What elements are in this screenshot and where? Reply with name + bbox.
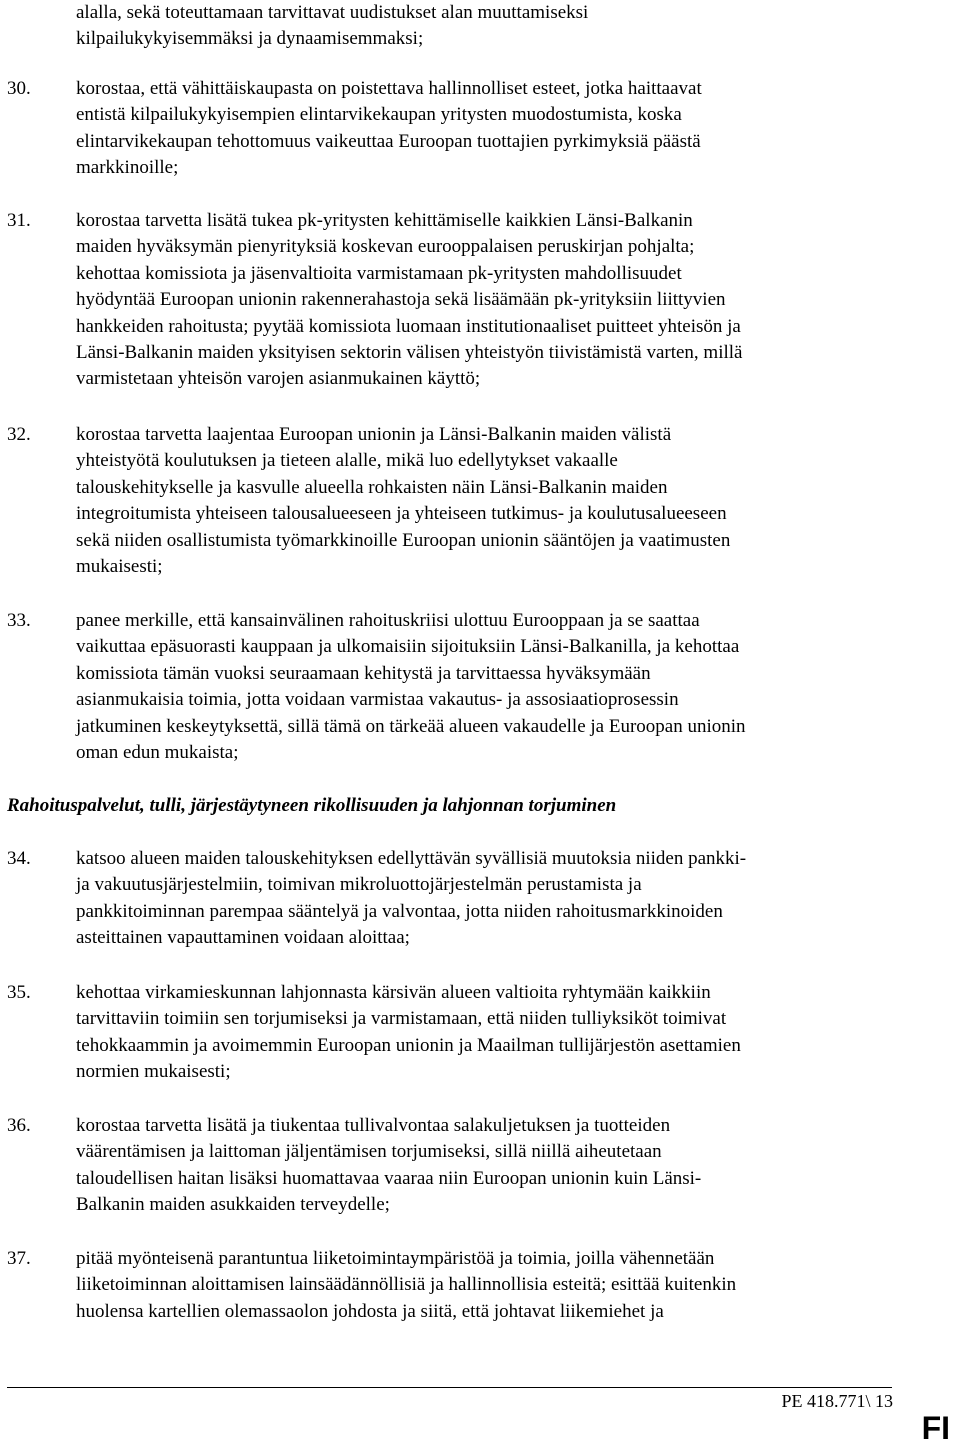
paragraph-number: 37.	[7, 1248, 31, 1269]
language-code: FI	[921, 1410, 950, 1446]
text-line: Balkanin maiden asukkaiden terveydelle;	[76, 1194, 390, 1216]
text-line: kilpailukykyisemmäksi ja dynaamisemmaksi;	[76, 28, 424, 50]
paragraph-number: 33.	[7, 610, 31, 631]
paragraph-34	[0, 846, 900, 952]
text-line: mukaisesti;	[76, 556, 163, 578]
text-line: markkinoille;	[76, 157, 179, 179]
paragraph-31	[0, 208, 900, 393]
paragraph-number: 32.	[7, 424, 31, 445]
text-line: varmistetaan yhteisön varojen asianmukainen käyttö;	[76, 368, 481, 390]
text-line: oman edun mukaista;	[76, 742, 239, 764]
text-line: komissiota tämän vuoksi seuraamaan kehitystä ja tarvittaessa hyväksymään	[76, 662, 651, 684]
text-line: huolensa kartellien olemassaolon johdosta ja siitä, että johtavat liikemiehet ja	[76, 1300, 664, 1322]
continuation-paragraph	[0, 0, 900, 53]
text-line: väärentämisen ja laittoman jäljentämisen torjumiseksi, sillä niillä aiheutetaan	[76, 1141, 662, 1163]
paragraph-35	[0, 980, 900, 1086]
text-line: talouskehitykselle ja kasvulle alueella rohkaisten näin Länsi-Balkanin maiden	[76, 476, 668, 498]
text-line: jatkuminen keskeytyksettä, sillä tämä on tärkeää alueen vakaudelle ja Euroopan unionin	[76, 715, 746, 737]
paragraph-number: 31.	[7, 210, 31, 231]
text-line: pankkitoiminnan parempaa sääntelyä ja valvontaa, jotta niiden rahoitusmarkkinoiden	[76, 900, 723, 922]
paragraph-number: 34.	[7, 848, 31, 869]
text-line: alalla, sekä toteuttamaan tarvittavat uudistukset alan muuttamiseksi	[76, 2, 589, 23]
text-line: hankkeiden rahoitusta; pyytää komissiota luomaan institutionaaliset puitteet yhteisön ja	[76, 315, 741, 337]
paragraph-30	[0, 76, 900, 182]
text-line: ja vakuutusjärjestelmiin, toimivan mikroluottojärjestelmän perustamista ja	[76, 874, 642, 896]
text-line: korostaa tarvetta lisätä tukea pk-yritysten kehittämiselle kaikkien Länsi-Balkanin	[76, 210, 693, 231]
text-line: korostaa, että vähittäiskaupasta on poistettava hallinnolliset esteet, jotka haittaavat	[76, 78, 702, 99]
text-line: tarvittaviin toimiin sen torjumiseksi ja varmistamaan, että niiden tulliyksiköt toimivat	[76, 1008, 727, 1030]
text-line: kehottaa virkamieskunnan lahjonnasta kärsivän alueen valtioita ryhtymään kaikkiin	[76, 982, 711, 1003]
text-line: yhteistyötä koulutuksen ja tieteen alalle, mikä luo edellytykset vakaalle	[76, 450, 618, 472]
text-line: normien mukaisesti;	[76, 1061, 231, 1083]
text-line: hyödyntää Euroopan unionin rakennerahastoja sekä lisäämään pk-yrityksiin liittyvien	[76, 289, 726, 311]
text-line: panee merkille, että kansainvälinen rahoituskriisi ulottuu Eurooppaan ja se saattaa	[76, 610, 700, 631]
paragraph-number: 36.	[7, 1115, 31, 1136]
text-line: asteittainen vapauttaminen voidaan aloittaa;	[76, 927, 410, 949]
paragraph-36	[0, 1113, 900, 1219]
footer-divider	[7, 1387, 892, 1388]
section-heading: Rahoituspalvelut, tulli, järjestäytyneen rikollisuuden ja lahjonnan torjuminen	[7, 795, 617, 816]
text-line: katsoo alueen maiden talouskehityksen edellyttävän syvällisiä muutoksia niiden pankki-	[76, 848, 747, 869]
text-line: tehokkaammin ja avoimemmin Euroopan unionin ja Maailman tullijärjestön asettamien	[76, 1034, 741, 1056]
text-line: liiketoiminnan aloittamisen lainsäädännöllisiä ja hallinnollisia esteitä; esittää kuitenkin	[76, 1274, 737, 1296]
paragraph-33	[0, 608, 900, 766]
text-line: Länsi-Balkanin maiden yksityisen sektorin välisen yhteistyön tiivistämistä varten, millä	[76, 342, 743, 364]
text-line: korostaa tarvetta lisätä ja tiukentaa tullivalvontaa salakuljetuksen ja tuotteiden	[76, 1115, 671, 1136]
text-line: sekä niiden osallistumista työmarkkinoille Euroopan unionin sääntöjen ja vaatimusten	[76, 529, 731, 551]
paragraph-number: 30.	[7, 78, 31, 99]
text-line: entistä kilpailukykyisempien elintarvikekaupan yritysten muodostumista, koska	[76, 104, 682, 126]
text-line: maiden hyväksymän pienyrityksiä koskevan eurooppalaisen peruskirjan pohjalta;	[76, 236, 695, 258]
paragraph-37	[0, 1246, 900, 1325]
text-line: vaikuttaa epäsuorasti kauppaan ja ulkomaisiin sijoituksiin Länsi-Balkanilla, ja kehottaa	[76, 636, 740, 658]
text-line: elintarvikekaupan tehottomuus vaikeuttaa Euroopan tuottajien pyrkimyksiä päästä	[76, 130, 701, 152]
text-line: pitää myönteisenä parantuntua liiketoimintaympäristöä ja toimia, joilla vähennetään	[76, 1248, 715, 1269]
text-line: kehottaa komissiota ja jäsenvaltioita varmistamaan pk-yritysten mahdollisuudet	[76, 262, 682, 284]
paragraph-32	[0, 422, 900, 580]
text-line: integroitumista yhteiseen talousalueeseen ja yhteiseen tutkimus- ja koulutusalueeseen	[76, 503, 727, 525]
text-line: taloudellisen haitan lisäksi huomattavaa vaaraa niin Euroopan unionin kuin Länsi-	[76, 1167, 702, 1189]
document-reference: PE 418.771\ 13	[781, 1391, 893, 1411]
text-line: asianmukaisia toimia, jotta voidaan varmistaa vakautus- ja assosiaatioprosessin	[76, 689, 679, 711]
text-line: korostaa tarvetta laajentaa Euroopan unionin ja Länsi-Balkanin maiden välistä	[76, 424, 672, 445]
paragraph-number: 35.	[7, 982, 31, 1003]
